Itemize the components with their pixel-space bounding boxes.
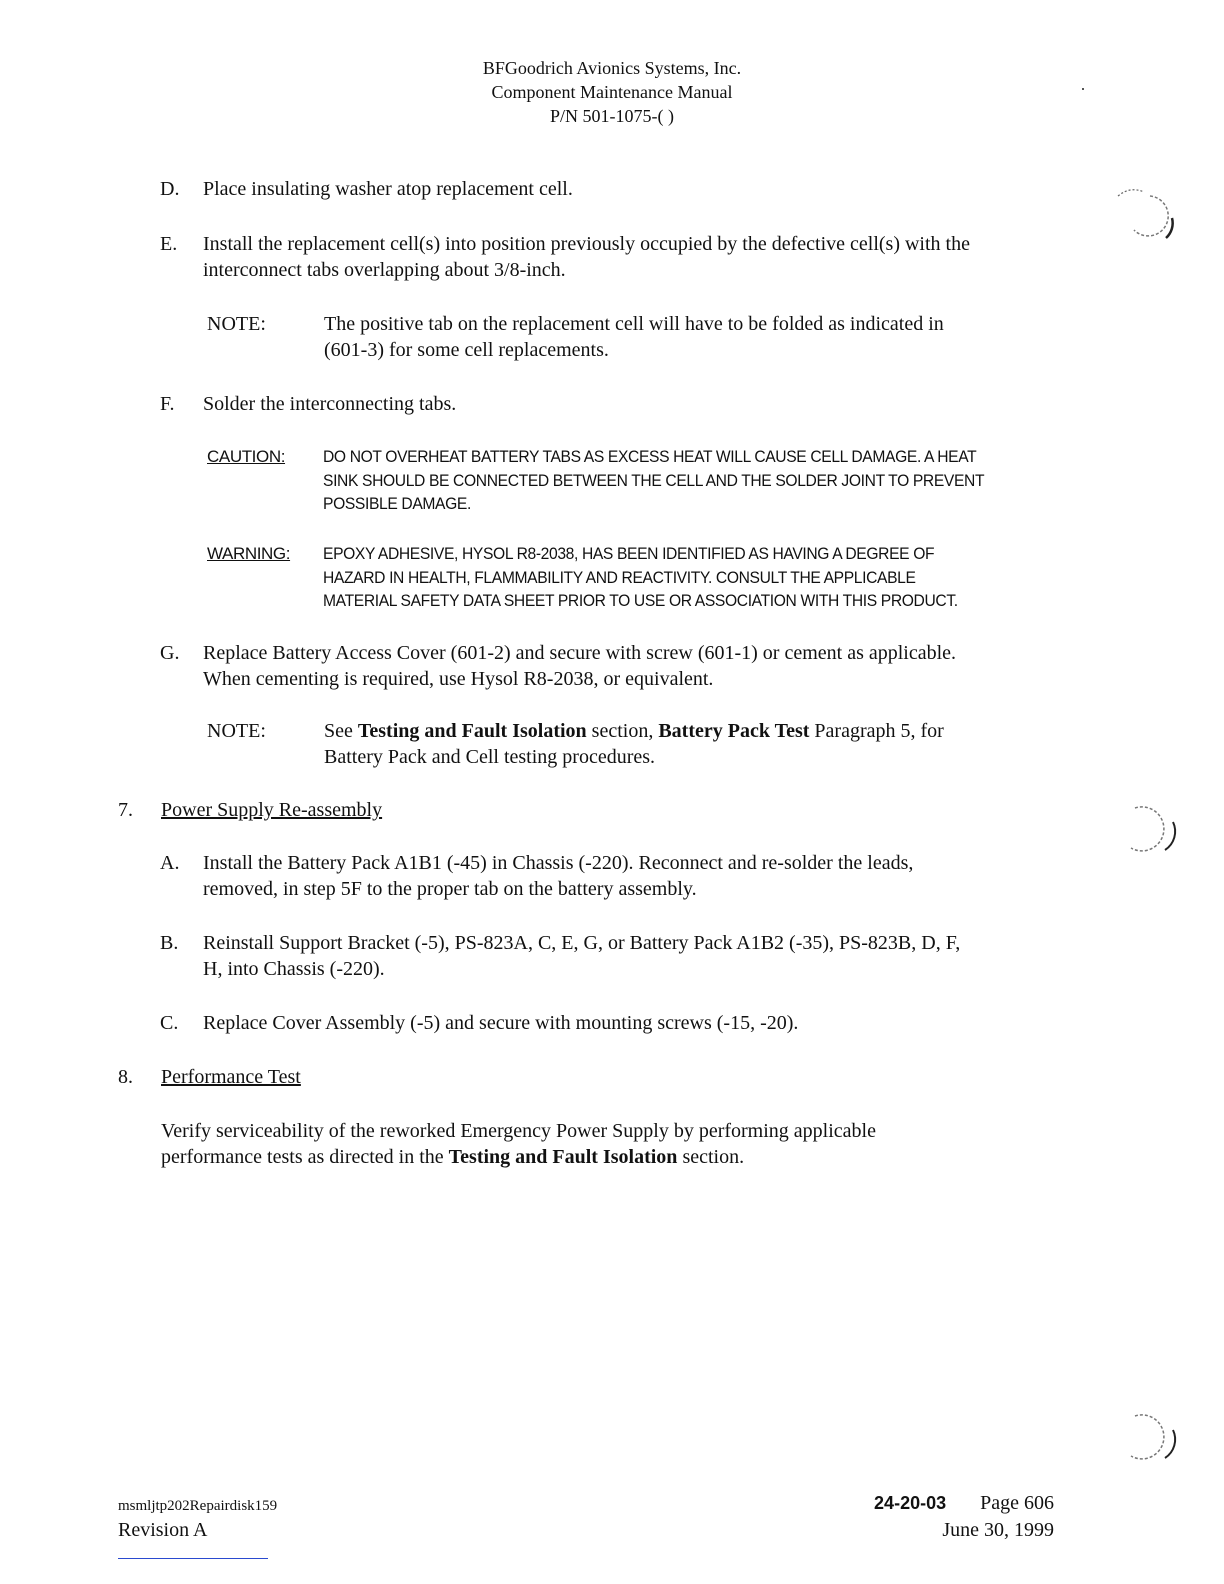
step7b-line1: Reinstall Support Bracket (-5), PS-823A, C, E, G, or Battery Pack A1B2 (-35), PS-823B, D, F, xyxy=(203,932,961,954)
note2-pre: See xyxy=(324,720,358,742)
note2-line2: Battery Pack and Cell testing procedures. xyxy=(324,746,656,768)
note2-bold-testing: Testing and Fault Isolation xyxy=(357,720,587,742)
manual-title: Component Maintenance Manual xyxy=(491,82,733,102)
note1-line1: The positive tab on the replacement cell will have to be folded as indicated in xyxy=(324,313,944,335)
section8-line2-post: section. xyxy=(677,1146,745,1168)
step-d-letter: D. xyxy=(160,178,180,200)
step-e-line2: interconnect tabs overlapping about 3/8-inch. xyxy=(203,259,566,281)
footer-left xyxy=(118,1496,277,1544)
warning-line3: MATERIAL SAFETY DATA SHEET PRIOR TO USE OR ASSOCIATION WITH THIS PRODUCT. xyxy=(323,591,958,610)
section8-title: Performance Test xyxy=(161,1066,301,1088)
page-header xyxy=(0,56,1224,128)
section8-paragraph xyxy=(161,1118,1061,1170)
step-g-letter: G. xyxy=(160,642,180,664)
note1-label: NOTE: xyxy=(207,313,266,335)
caution-text xyxy=(323,445,984,516)
scan-speck xyxy=(1082,88,1084,90)
note2-mid: section, xyxy=(586,720,659,742)
note2-bold-battery-test: Battery Pack Test xyxy=(658,720,810,742)
step-e-text xyxy=(203,231,1083,283)
warning-label: WARNING: xyxy=(207,544,291,563)
footer-doc-number: 24-20-03 xyxy=(874,1493,947,1513)
caution-line1: DO NOT OVERHEAT BATTERY TABS AS EXCESS HEAT WILL CAUSE CELL DAMAGE. A HEAT xyxy=(323,447,977,466)
company-name: BFGoodrich Avionics Systems, Inc. xyxy=(482,58,742,78)
warning-line2: HAZARD IN HEALTH, FLAMMABILITY AND REACTIVITY. CONSULT THE APPLICABLE xyxy=(323,567,916,587)
footer-file: msmljtp202Repairdisk159 xyxy=(118,1498,278,1514)
punch-hole-mark-top xyxy=(1110,182,1190,252)
step-f-letter: F. xyxy=(160,393,175,415)
punch-hole-mark-middle xyxy=(1115,800,1185,860)
step-g-text xyxy=(203,640,1083,692)
note2-post: Paragraph 5, for xyxy=(809,720,944,742)
note1-line2: (601-3) for some cell replacements. xyxy=(324,339,609,361)
section7-title: Power Supply Re-assembly xyxy=(161,799,383,821)
warning-line1: EPOXY ADHESIVE, HYSOL R8-2038, HAS BEEN IDENTIFIED AS HAVING A DEGREE OF xyxy=(323,544,935,563)
step-g-line1: Replace Battery Access Cover (601-2) and secure with screw (601-1) or cement as applicable. xyxy=(203,642,957,664)
note2-label: NOTE: xyxy=(207,720,266,742)
section8-line1: Verify serviceability of the reworked Emergency Power Supply by performing applicable xyxy=(161,1120,876,1142)
section8-line2 xyxy=(161,1144,1061,1170)
step-f-text: Solder the interconnecting tabs. xyxy=(203,393,457,415)
step7b-text xyxy=(203,930,1083,982)
step-g-line2: When cementing is required, use Hysol R8-2038, or equivalent. xyxy=(203,668,714,690)
footer-revision: Revision A xyxy=(118,1519,208,1541)
step7a-letter: A. xyxy=(160,852,180,874)
footer-divider xyxy=(118,1558,268,1559)
step7a-line1: Install the Battery Pack A1B1 (-45) in Chassis (-220). Reconnect and re-solder the leads, xyxy=(203,852,914,874)
step7a-line2: removed, in step 5F to the proper tab on the battery assembly. xyxy=(203,878,697,900)
section7-number: 7. xyxy=(118,799,133,821)
caution-line3: POSSIBLE DAMAGE. xyxy=(323,494,471,513)
step-e-letter: E. xyxy=(160,233,178,255)
warning-text xyxy=(323,542,958,613)
note1-text xyxy=(324,311,1084,363)
caution-line2: SINK SHOULD BE CONNECTED BETWEEN THE CELL AND THE SOLDER JOINT TO PREVENT xyxy=(323,470,985,490)
part-number: P/N 501-1075-( ) xyxy=(550,106,674,126)
note2-line1 xyxy=(324,718,1084,744)
step-d-text: Place insulating washer atop replacement cell. xyxy=(203,178,573,200)
step7a-text xyxy=(203,850,1083,902)
section8-line2-pre: performance tests as directed in the xyxy=(161,1146,449,1168)
footer-page: Page 606 xyxy=(980,1492,1054,1514)
step7c-text: Replace Cover Assembly (-5) and secure with mounting screws (-15, -20). xyxy=(203,1012,799,1034)
footer-right xyxy=(874,1490,1054,1544)
caution-label: CAUTION: xyxy=(207,447,286,466)
section8-bold-testing: Testing and Fault Isolation xyxy=(448,1146,678,1168)
footer-date: June 30, 1999 xyxy=(942,1519,1054,1541)
step-e-line1: Install the replacement cell(s) into position previously occupied by the defective cell(s) with the xyxy=(203,233,970,255)
step7b-line2: H, into Chassis (-220). xyxy=(203,958,385,980)
punch-hole-mark-bottom xyxy=(1115,1408,1185,1468)
section8-number: 8. xyxy=(118,1066,133,1088)
step7b-letter: B. xyxy=(160,932,179,954)
step7c-letter: C. xyxy=(160,1012,179,1034)
note2-text xyxy=(324,718,1084,770)
